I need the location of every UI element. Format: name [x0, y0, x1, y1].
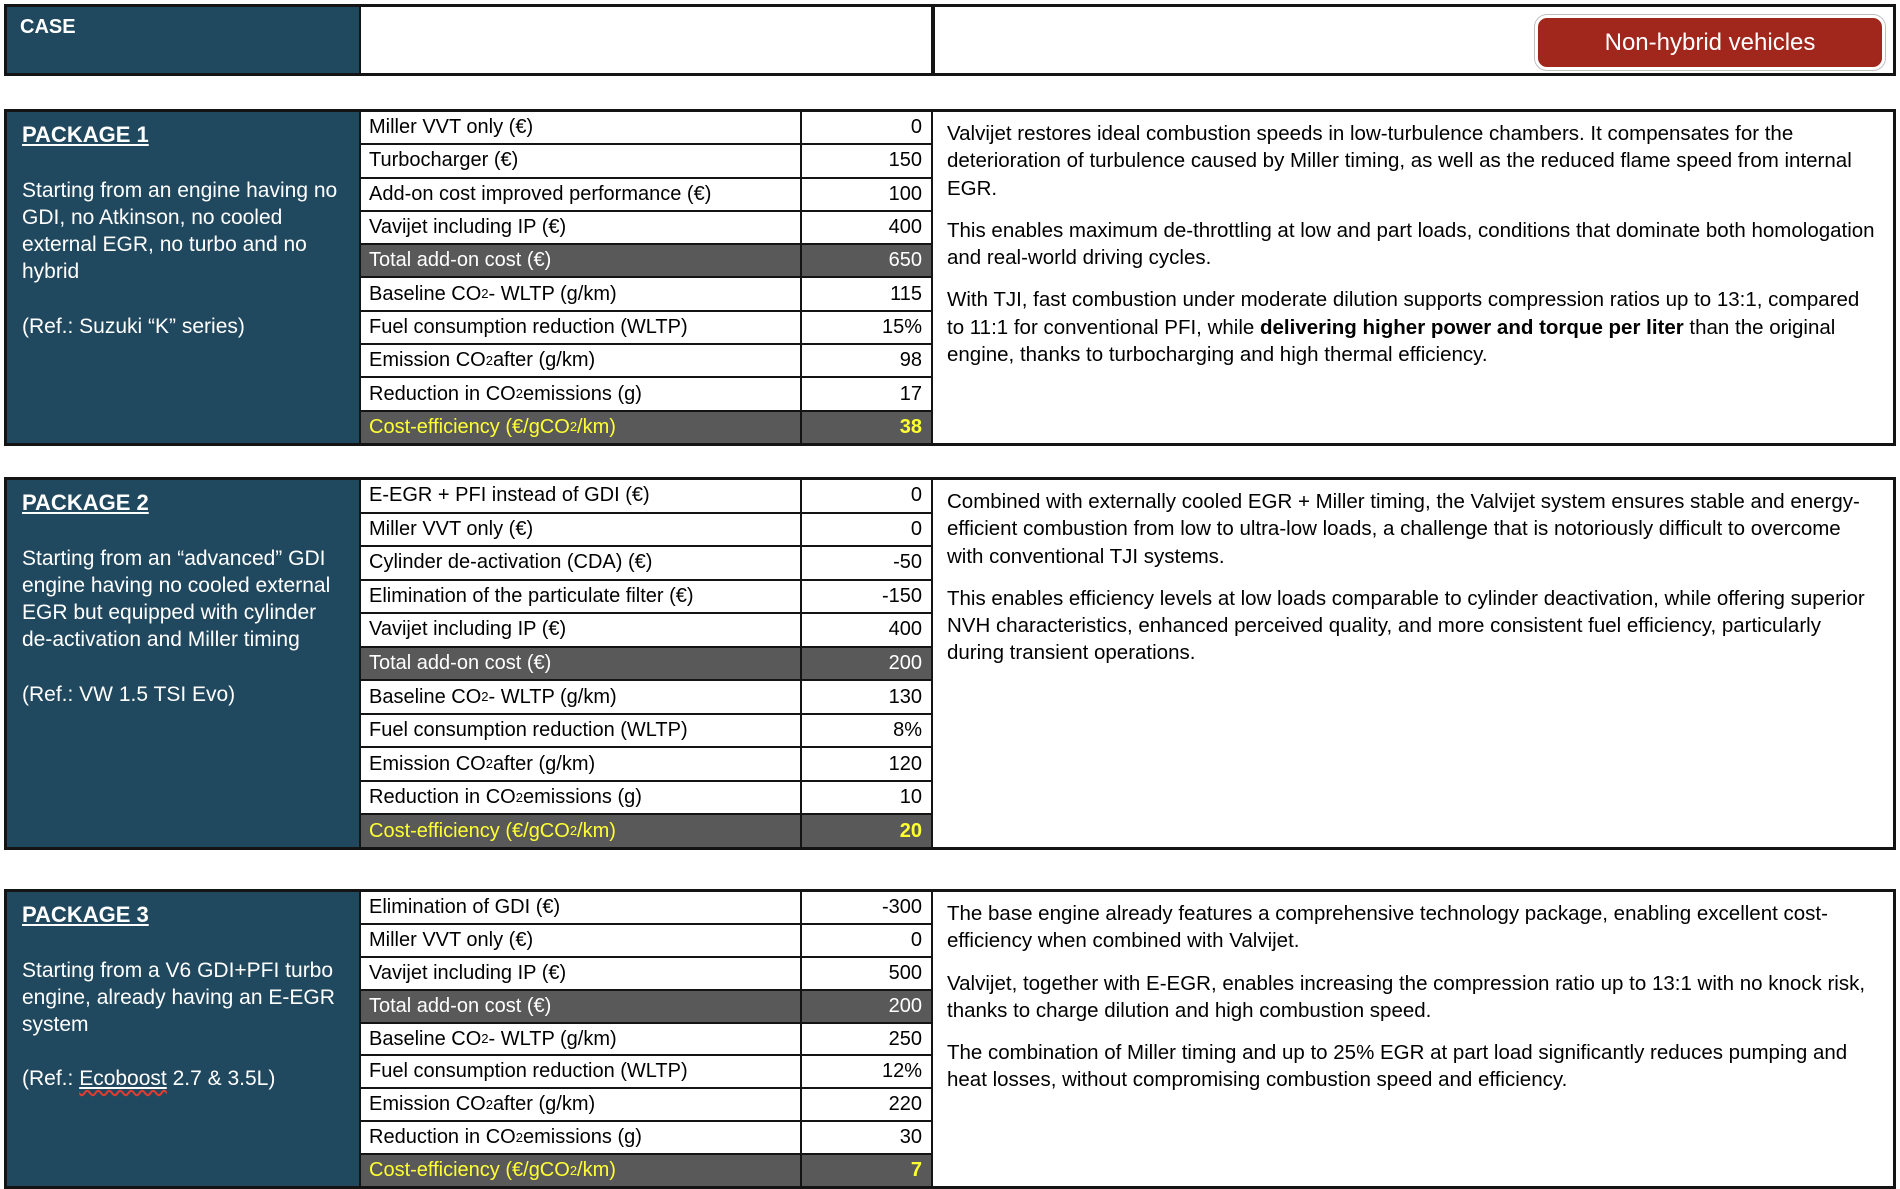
row-value: 17	[899, 382, 922, 405]
row-label: Elimination of the particulate filter (€)	[361, 581, 802, 613]
remarks-cell	[933, 892, 1893, 1186]
remark-paragraph: Valvijet, together with E-EGR, enables increasing the compression ratio up to 13:1 with no knock risk, thanks to charge dilution and high combustion speed.	[947, 971, 1866, 1022]
row-label: Fuel consumption reduction (WLTP)	[361, 715, 802, 747]
table-row	[361, 412, 931, 443]
table-row	[361, 1089, 931, 1122]
table-row	[361, 345, 931, 378]
row-value: -150	[881, 584, 922, 607]
table-row	[361, 958, 931, 991]
remarks-cell	[933, 112, 1893, 443]
header-remarks-cell	[933, 7, 1893, 73]
row-label: Total add-on cost (€)	[361, 648, 802, 680]
row-value: 120	[888, 752, 922, 775]
table-row	[361, 1056, 931, 1089]
remark-paragraph: Combined with externally cooled EGR + Miller timing, the Valvijet system ensures stable and energy-efficient combustion from low to ultra-low loads, a challenge that is notoriously difficult to overcome with conventional TJI systems.	[947, 490, 1860, 568]
package-section	[4, 477, 1896, 850]
row-label: Miller VVT only (€)	[361, 925, 802, 956]
table-row	[361, 614, 931, 648]
row-value: 30	[899, 1126, 922, 1149]
row-value: 38	[899, 415, 922, 438]
row-label: Baseline CO 2 - WLTP (g/km)	[361, 681, 802, 713]
remarks-label-text: Remarks	[948, 18, 1035, 41]
row-label: Reduction in CO 2 emissions (g)	[361, 1122, 802, 1153]
case-panel	[7, 112, 359, 443]
row-value: 150	[888, 149, 922, 172]
row-value: 0	[910, 116, 922, 139]
table-row	[361, 145, 931, 178]
table-row	[361, 514, 931, 548]
row-label: Cost-efficiency (€/gCO 2 /km)	[361, 412, 802, 443]
case-label-text: CASE	[20, 16, 76, 38]
row-value: 500	[888, 961, 922, 984]
remark-paragraph: This enables maximum de-throttling at low and part loads, conditions that dominate both homologation and real-world driving cycles.	[947, 218, 1875, 269]
table-row	[361, 681, 931, 715]
table-row	[361, 312, 931, 345]
remark-paragraph: Valvijet restores ideal combustion speeds in low-turbulence chambers. It compensates for the deterioration of turbulence caused by Miller timing, as well as the reduced flame speed from internal EGR.	[947, 122, 1852, 200]
table-row	[361, 1122, 931, 1155]
table-row	[361, 480, 931, 514]
row-value: 0	[910, 484, 922, 507]
header-case-label	[7, 7, 359, 73]
row-value: -300	[881, 895, 922, 918]
row-value: 20	[899, 819, 922, 842]
table-row	[361, 581, 931, 615]
row-value: 115	[890, 282, 922, 305]
package-title: PACKAGE 2	[22, 490, 149, 515]
tech-label-line1: Initial technology mix	[374, 18, 579, 40]
row-value: 15%	[881, 315, 922, 338]
row-label: Add-on cost improved performance (€)	[361, 179, 802, 210]
header-tech-label	[359, 7, 933, 73]
row-label: Cost-efficiency (€/gCO 2 /km)	[361, 815, 802, 847]
package-reference: (Ref.: Suzuki “K” series)	[22, 314, 245, 338]
package-section	[4, 889, 1896, 1189]
row-label: Fuel consumption reduction (WLTP)	[361, 312, 802, 343]
row-value: 200	[888, 652, 922, 674]
table-row	[361, 815, 931, 847]
package-section	[4, 109, 1896, 446]
package-reference: (Ref.: Ecoboost 2.7 & 3.5L)	[22, 1067, 276, 1091]
row-label: Vavijet including IP (€)	[361, 958, 802, 989]
remarks-cell	[933, 480, 1893, 847]
tech-table	[359, 892, 933, 1186]
package-title: PACKAGE 1	[22, 122, 149, 147]
remark-paragraph: The combination of Miller timing and up to 25% EGR at part load significantly reduces pumping and heat losses, without compromising combustion speed and efficiency.	[947, 1041, 1848, 1092]
non-hybrid-vehicles-badge	[1535, 15, 1885, 70]
remark-paragraph: With TJI, fast combustion under moderate dilution supports compression ratios up to 13:1, compared to 11:1 for conventional PFI, while delivering higher power and torque per liter than the original engine, thanks to turbocharging and high thermal efficiency.	[947, 288, 1860, 366]
table-row	[361, 547, 931, 581]
row-label: E-EGR + PFI instead of GDI (€)	[361, 480, 802, 512]
row-label: Fuel consumption reduction (WLTP)	[361, 1056, 802, 1087]
tech-label-line2: Impact on $CO_2$ emission and cost (€)	[374, 44, 722, 70]
row-value: 8%	[893, 719, 922, 742]
row-label: Emission CO 2 after (g/km)	[361, 748, 802, 780]
row-value: 400	[888, 216, 922, 239]
table-row	[361, 112, 931, 145]
row-label: Cost-efficiency (€/gCO 2 /km)	[361, 1155, 802, 1186]
table-row	[361, 245, 931, 278]
table-row	[361, 892, 931, 925]
table-row	[361, 991, 931, 1024]
package-description: Starting from an engine having no GDI, no Atkinson, no cooled external EGR, no turbo and no hybrid	[22, 178, 338, 284]
table-row	[361, 1155, 931, 1186]
table-row	[361, 748, 931, 782]
remark-paragraph: The base engine already features a comprehensive technology package, enabling excellent cost-efficiency when combined with Valvijet.	[947, 902, 1828, 953]
case-panel	[7, 480, 359, 847]
package-description: Starting from an “advanced” GDI engine having no cooled external EGR but equipped with cylinder de-activation and Miller timing	[22, 546, 331, 652]
packages-container	[4, 109, 1896, 1189]
remark-paragraph: This enables efficiency levels at low loads comparable to cylinder deactivation, while offering superior NVH characteristics, enhanced perceived quality, and more consistent fuel efficiency, particularly during transient operations.	[947, 586, 1865, 665]
row-value: 250	[888, 1027, 922, 1050]
row-value: 98	[899, 349, 922, 372]
row-label: Elimination of GDI (€)	[361, 892, 802, 923]
table-row	[361, 179, 931, 212]
row-label: Reduction in CO 2 emissions (g)	[361, 378, 802, 409]
row-label: Miller VVT only (€)	[361, 514, 802, 546]
row-label: Baseline CO 2 - WLTP (g/km)	[361, 278, 802, 309]
row-value: 0	[910, 928, 922, 951]
row-value: 200	[888, 994, 922, 1017]
table-row	[361, 925, 931, 958]
case-panel	[7, 892, 359, 1186]
tech-table	[359, 480, 933, 847]
row-value: 7	[910, 1159, 922, 1182]
row-value: 10	[899, 786, 922, 809]
row-label: Reduction in CO 2 emissions (g)	[361, 782, 802, 814]
row-value: 130	[888, 685, 922, 708]
row-value: 12%	[881, 1060, 922, 1083]
row-label: Emission CO 2 after (g/km)	[361, 1089, 802, 1120]
row-value: 100	[888, 182, 922, 205]
table-row	[361, 715, 931, 749]
row-value: 220	[888, 1093, 922, 1116]
table-row	[361, 212, 931, 245]
row-label: Cylinder de-activation (CDA) (€)	[361, 547, 802, 579]
row-value: 650	[888, 249, 922, 272]
row-label: Vavijet including IP (€)	[361, 614, 802, 646]
package-reference: (Ref.: VW 1.5 TSI Evo)	[22, 682, 236, 706]
table-row	[361, 1024, 931, 1057]
package-title: PACKAGE 3	[22, 902, 149, 927]
table-row	[361, 648, 931, 682]
row-label: Total add-on cost (€)	[361, 245, 802, 276]
table-row	[361, 782, 931, 816]
table-header	[4, 4, 1896, 76]
row-value: -50	[893, 551, 922, 574]
row-label: Vavijet including IP (€)	[361, 212, 802, 243]
package-description: Starting from a V6 GDI+PFI turbo engine, already having an E-EGR system	[22, 958, 335, 1037]
table-row	[361, 278, 931, 311]
row-label: Miller VVT only (€)	[361, 112, 802, 143]
row-value: 0	[910, 517, 922, 540]
row-label: Total add-on cost (€)	[361, 991, 802, 1022]
table-row	[361, 378, 931, 411]
row-label: Baseline CO 2 - WLTP (g/km)	[361, 1024, 802, 1055]
tech-table	[359, 112, 933, 443]
row-label: Emission CO 2 after (g/km)	[361, 345, 802, 376]
row-label: Turbocharger (€)	[361, 145, 802, 176]
badge-label-text: Non-hybrid vehicles	[1604, 28, 1816, 56]
row-value: 400	[888, 618, 922, 641]
